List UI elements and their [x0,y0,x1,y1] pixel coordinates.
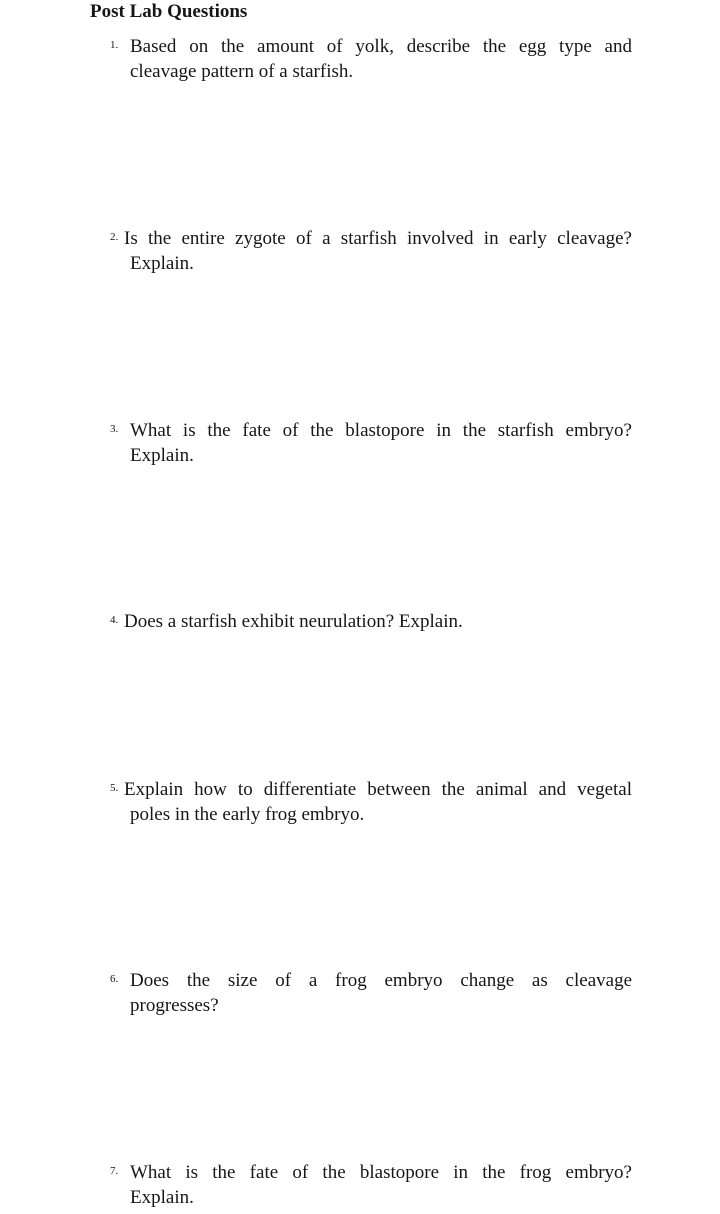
question-5-text [124,777,632,827]
question-1-line-2: cleavage pattern of a starfish. [130,61,354,82]
question-6-line-1: Does the size of a frog embryo change as cleavage [130,970,632,991]
question-7-text [130,1160,632,1210]
question-6-line-2: progresses? [130,995,219,1016]
question-3-number: 3. [110,423,119,435]
question-6-text [130,968,632,1018]
question-3 [110,418,632,468]
question-2-line-1: Is the entire zygote of a starfish involved in early cleavage? [124,228,632,249]
question-7 [110,1160,632,1210]
question-1 [110,34,632,84]
question-3-text [130,418,632,468]
question-4-number: 4. [110,614,119,626]
question-7-line-1: What is the fate of the blastopore in the frog embryo? [130,1162,632,1183]
question-7-number: 7. [110,1165,119,1177]
question-1-line-1: Based on the amount of yolk, describe the egg type and [130,36,632,57]
question-6 [110,968,632,1018]
question-7-line-2: Explain. [130,1187,194,1208]
question-2-number: 2. [110,231,119,243]
question-6-number: 6. [110,973,119,985]
question-1-number: 1. [110,39,119,51]
question-5-number: 5. [110,782,119,794]
question-2-line-2: Explain. [130,253,194,274]
question-2-text [124,226,632,276]
question-4-line-1: Does a starfish exhibit neurulation? Explain. [124,611,463,632]
question-5-line-2: poles in the early frog embryo. [130,804,365,825]
page-heading: Post Lab Questions [90,1,248,22]
question-3-line-1: What is the fate of the blastopore in the starfish embryo? [130,420,632,441]
question-4 [110,609,632,634]
question-1-text [130,34,632,84]
question-3-line-2: Explain. [130,445,194,466]
question-2 [110,226,632,276]
question-5 [110,777,632,827]
question-5-line-1: Explain how to differentiate between the animal and vegetal [124,779,632,800]
question-4-text [124,609,632,634]
